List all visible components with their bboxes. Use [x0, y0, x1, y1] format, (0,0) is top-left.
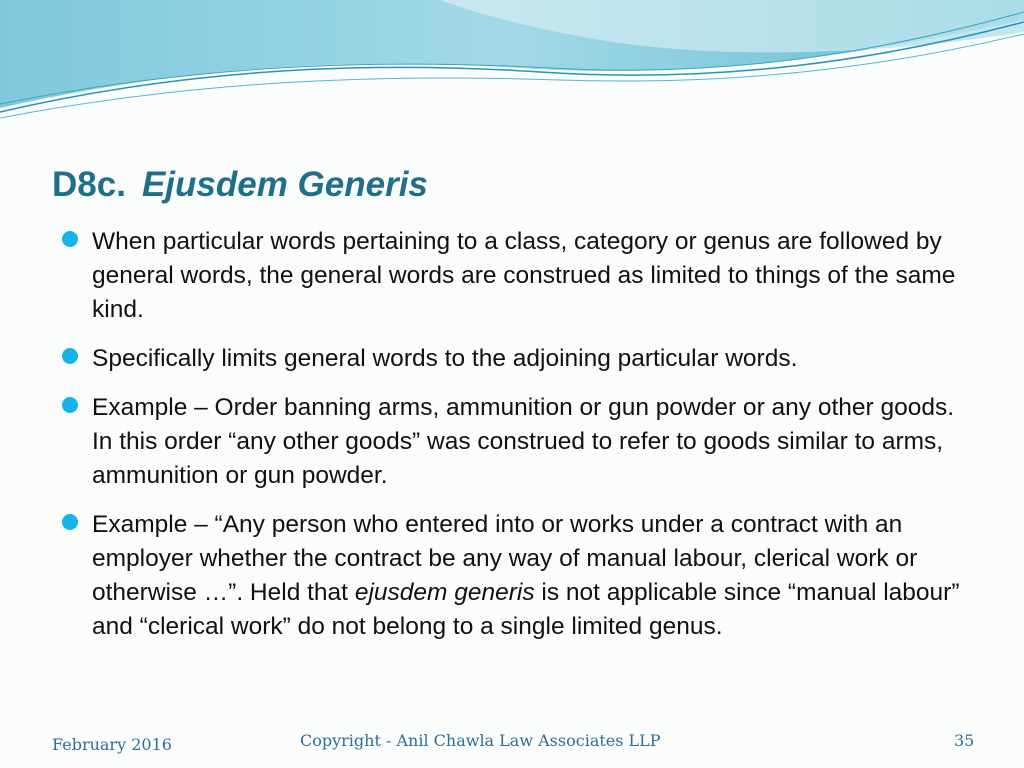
bullet-item	[60, 391, 970, 493]
bullet-dot-icon	[62, 348, 78, 364]
bullet-text	[92, 225, 970, 327]
slide-title-main: Ejusdem Generis	[141, 165, 428, 204]
bullet-text-part: When particular words pertaining to a class, category or genus are followed by general words, the general words are construed as limited to things of the same kind.	[92, 228, 956, 323]
bullet-text-part: Example – “Any person who entered into or works under a contract with an employer whether the contract be any way of manual labour, clerical work or otherwise …”. Held that	[92, 511, 918, 606]
bullet-item	[60, 342, 970, 376]
header-wave-decoration	[0, 0, 1024, 130]
bullet-dot-icon	[62, 397, 78, 413]
bullet-item	[60, 508, 970, 644]
bullet-dot-icon	[62, 514, 78, 530]
slide-title	[52, 165, 428, 205]
bullet-text-part: Example – Order banning arms, ammunition or gun powder or any other goods. In this order “any other goods” was construed to refer to goods similar to arms, ammunition or gun powder.	[92, 394, 955, 489]
bullet-text	[92, 342, 970, 376]
bullet-text	[92, 391, 970, 493]
bullet-text	[92, 508, 970, 644]
bullet-text-part: Specifically limits general words to the adjoining particular words.	[92, 345, 798, 372]
bullet-dot-icon	[62, 231, 78, 247]
footer-copyright: Copyright - Anil Chawla Law Associates LLP	[300, 731, 661, 750]
footer-date: February 2016	[52, 735, 172, 754]
slide-title-id: D8c.	[52, 165, 126, 204]
bullet-text-italic: ejusdem generis	[354, 579, 535, 606]
slide-number: 35	[954, 731, 975, 750]
bullet-list	[60, 225, 970, 659]
bullet-item	[60, 225, 970, 327]
bullet-text-part: is not applicable since “manual labour” and “clerical work” do not belong to a single limited genus.	[92, 579, 960, 640]
